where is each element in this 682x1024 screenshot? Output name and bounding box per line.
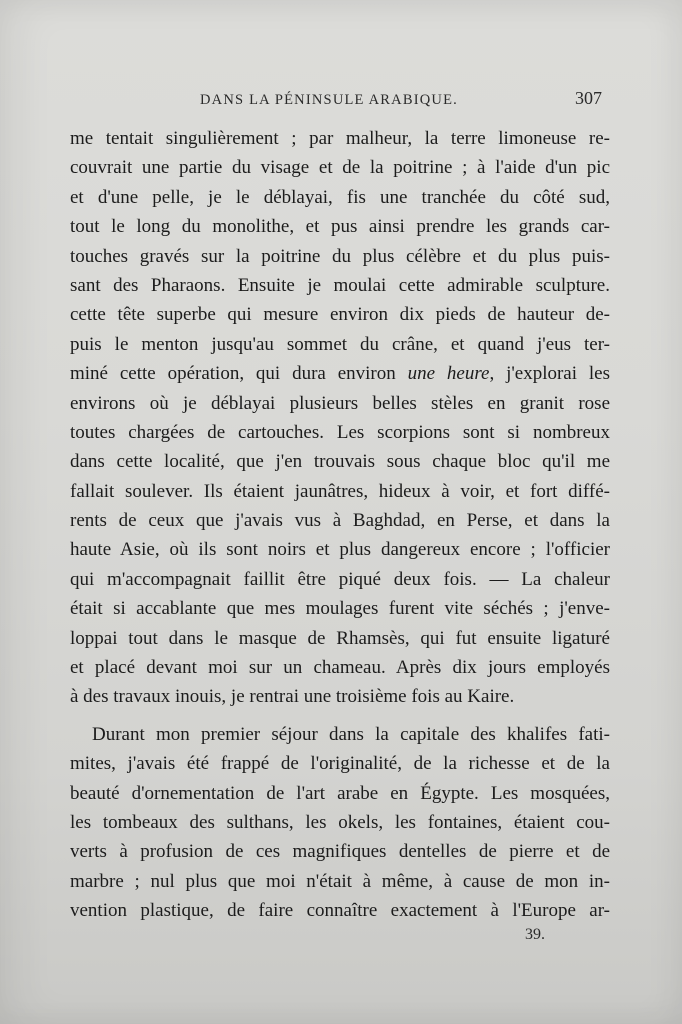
text-line: rents de ceux que j'avais vus à Baghdad, en Perse, et dans la [70,510,610,532]
body-text [70,124,610,926]
running-title: DANS LA PÉNINSULE ARABIQUE. [200,92,458,108]
text-line: haute Asie, où ils sont noirs et plus dangereux encore ; l'officier [70,539,610,561]
text-line: vention plastique, de faire connaître exactement à l'Europe ar- [70,900,610,922]
text-line: et d'une pelle, je le déblayai, fis une tranchée du côté sud, [70,186,610,208]
text-line: puis le menton jusqu'au sommet du crâne, et quand j'eus ter- [70,333,610,355]
text-line: marbre ; nul plus que moi n'était à même, à cause de mon in- [70,870,610,892]
text-line: à des travaux inouis, je rentrai une troisième fois au Kaire. [70,686,515,708]
text-line: fallait soulever. Ils étaient jaunâtres, hideux à voir, et fort diffé- [70,480,610,502]
text-line: Durant mon premier séjour dans la capitale des khalifes fati- [92,723,610,745]
signature-mark: 39. [525,926,545,943]
page-number: 307 [575,88,602,108]
text-line: touches gravés sur la poitrine du plus célèbre et du plus puis- [70,245,610,267]
paragraph-gap [70,712,610,720]
text-line: loppai tout dans le masque de Rhamsès, qui fut ensuite ligaturé [70,627,610,649]
text-line: et placé devant moi sur un chameau. Après dix jours employés [70,657,610,679]
text-line: couvrait une partie du visage et de la poitrine ; à l'aide d'un pic [70,157,610,179]
text-line: verts à profusion de ces magnifiques dentelles de pierre et de [70,841,610,863]
text-line: tout le long du monolithe, et pus ainsi prendre les grands car- [70,216,610,238]
text-line: cette tête superbe qui mesure environ dix pieds de hauteur de- [70,304,610,326]
text-segment: miné cette opération, qui dura environ [70,363,408,385]
text-line: toutes chargées de cartouches. Les scorpions sont si nombreux [70,421,610,443]
text-line-with-italic [70,359,610,388]
text-line: me tentait singulièrement ; par malheur, la terre limoneuse re- [70,128,610,149]
text-line: mites, j'avais été frappé de l'originalité, de la richesse et de la [70,753,610,775]
text-line: était si accablante que mes moulages furent vite séchés ; j'enve- [70,598,610,620]
text-line: les tombeaux des sulthans, les okels, les fontaines, étaient cou- [70,811,610,833]
text-line: environs où je déblayai plusieurs belles stèles en granit rose [70,392,610,414]
text-line: beauté d'ornementation de l'art arabe en Égypte. Les mosquées, [70,782,610,804]
text-line: sant des Pharaons. Ensuite je moulai cette admirable sculpture. [70,274,610,296]
text-line: qui m'accompagnait faillit être piqué deux fois. — La chaleur [70,568,610,590]
text-segment: , j'explorai les [489,363,610,385]
italic-phrase: une heure [407,363,490,385]
text-line: dans cette localité, que j'en trouvais sous chaque bloc qu'il me [70,451,610,473]
